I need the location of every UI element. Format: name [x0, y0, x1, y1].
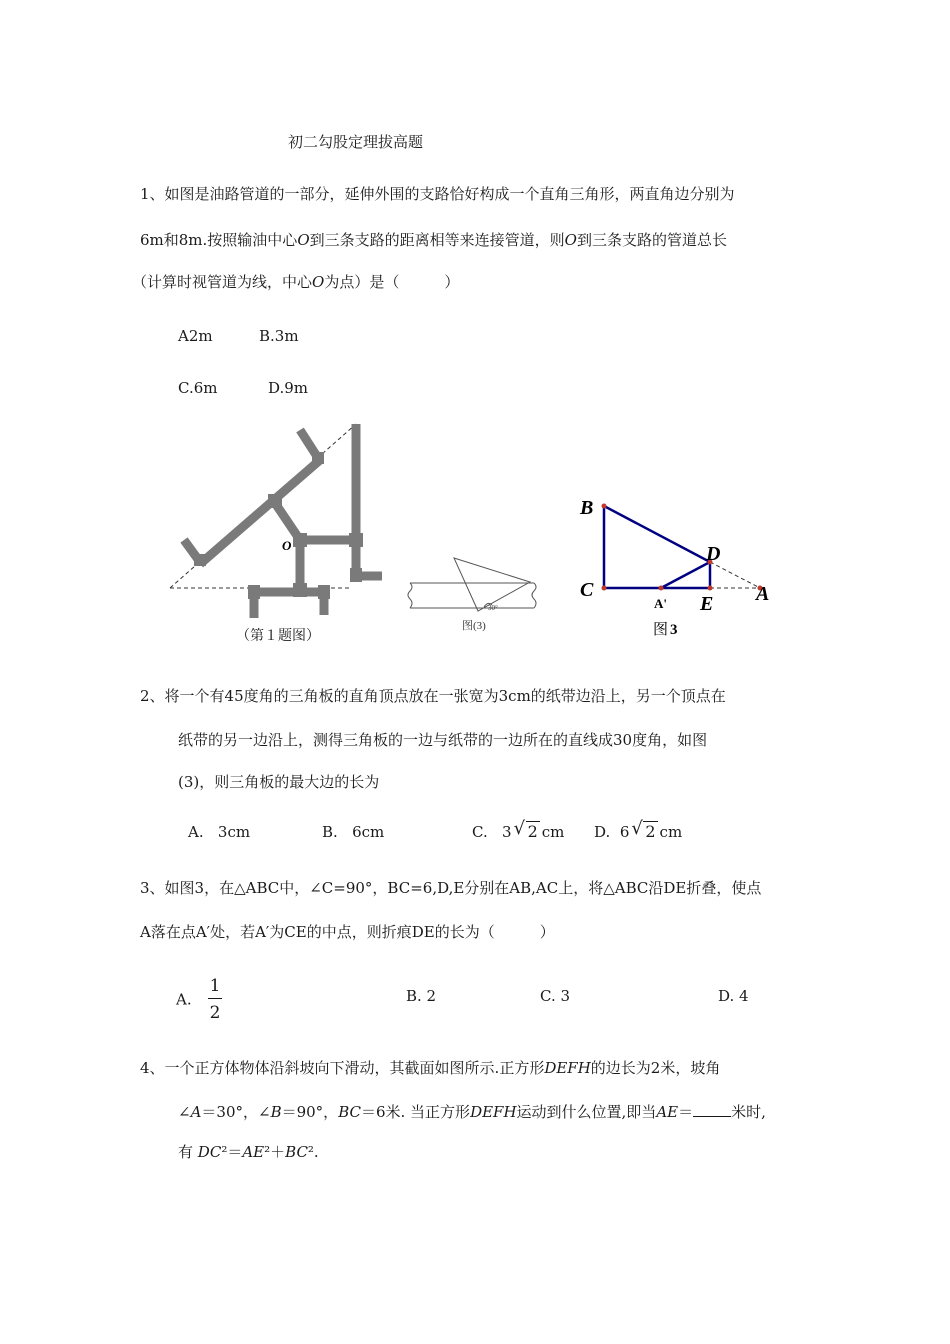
- figure-caption-prefix: 图: [653, 622, 669, 638]
- tape-right-cut: [532, 583, 536, 608]
- figure-caption-number: 3: [670, 622, 678, 638]
- side-bd: [604, 506, 710, 562]
- q1-figure-caption: （第１题图）: [236, 628, 320, 644]
- q2-option-a: A. 3cm: [188, 823, 251, 841]
- q4-line1: 4、一个正方体物体沿斜坡向下滑动，其截面如图所示.正方形DEFH的边长为2米，坡角: [140, 1059, 721, 1077]
- q2-line2: 纸带的另一边沿上，测得三角板的一边与纸带的一边所在的直线成30度角，如图: [178, 731, 708, 749]
- point-a-prime: [659, 586, 664, 591]
- figure-3-caption: 图(3): [462, 620, 486, 632]
- q1-option-b: B.3m: [259, 327, 299, 345]
- angle-label: 30°: [488, 604, 498, 612]
- fraction-one-half: $\frac{1}{2}$: [209, 976, 221, 1023]
- q2-option-d: D. 6 √ 2 cm: [594, 818, 683, 841]
- label-a-prime: A': [654, 596, 667, 611]
- q2-option-c: C. 3 √ 2 cm: [472, 818, 565, 841]
- q1-line3: （计算时视管道为线，中心O为点）是（ ）: [132, 273, 460, 291]
- q1-option-c: C.6m: [178, 379, 218, 397]
- pipe-joints: [194, 452, 363, 599]
- q3-option-c: C. 3: [540, 987, 571, 1005]
- segment-da-dashed: [710, 562, 760, 588]
- point-c: [602, 586, 607, 591]
- q3-option-a: A. $\frac{1}{2}$: [176, 976, 221, 1023]
- center-o-label: O: [282, 538, 292, 553]
- q4-line3: 有 DC²＝AE²＋BC².: [178, 1143, 319, 1161]
- label-d: D: [706, 543, 721, 565]
- label-a: A: [756, 583, 770, 605]
- label-b: B: [580, 497, 594, 519]
- q3-option-b: B. 2: [406, 987, 437, 1005]
- q4-line2: ∠A＝30°，∠B＝90°，BC＝6米. 当正方形DEFH运动到什么位置,即当AE＝ 米时,: [178, 1103, 766, 1121]
- q1-option-d: D.9m: [268, 379, 309, 397]
- point-e: [708, 586, 713, 591]
- answer-blank[interactable]: [693, 1102, 731, 1117]
- segment-da-prime: [661, 562, 710, 588]
- label-c: C: [580, 579, 594, 601]
- q2-option-b: B. 6cm: [322, 823, 385, 841]
- page-title: 初二勾股定理拔高题: [288, 133, 424, 151]
- pipes: [184, 424, 382, 618]
- label-e: E: [700, 593, 714, 615]
- q1-line1: 1、如图是油路管道的一部分，延伸外围的支路恰好构成一个直角三角形，两直角边分别为: [140, 185, 735, 203]
- q2-line3: (3)，则三角板的最大边的长为: [178, 773, 380, 791]
- point-b: [602, 504, 607, 509]
- pipeline-figure: [160, 420, 390, 645]
- q3-line1: 3、如图3，在△ABC中，∠C=90°，BC=6,D,E分别在AB,AC上，将△ABC沿DE折叠，使点: [140, 879, 762, 897]
- q2-line1: 2、将一个有45度角的三角板的直角顶点放在一张宽为3cm的纸带边沿上，另一个顶点在: [140, 687, 726, 705]
- triangle-abc-figure: [576, 492, 786, 642]
- tape-figure: [404, 552, 544, 637]
- q3-line2: A落在点A′处，若A′为CE的中点，则折痕DE的长为（ ）: [140, 923, 555, 941]
- q1-option-a: A2m: [178, 327, 213, 345]
- q1-line2: 6m和8m.按照输油中心O到三条支路的距离相等来连接管道，则O到三条支路的管道总长: [140, 231, 727, 249]
- tape-left-cut: [408, 583, 412, 608]
- q3-option-d: D. 4: [718, 987, 749, 1005]
